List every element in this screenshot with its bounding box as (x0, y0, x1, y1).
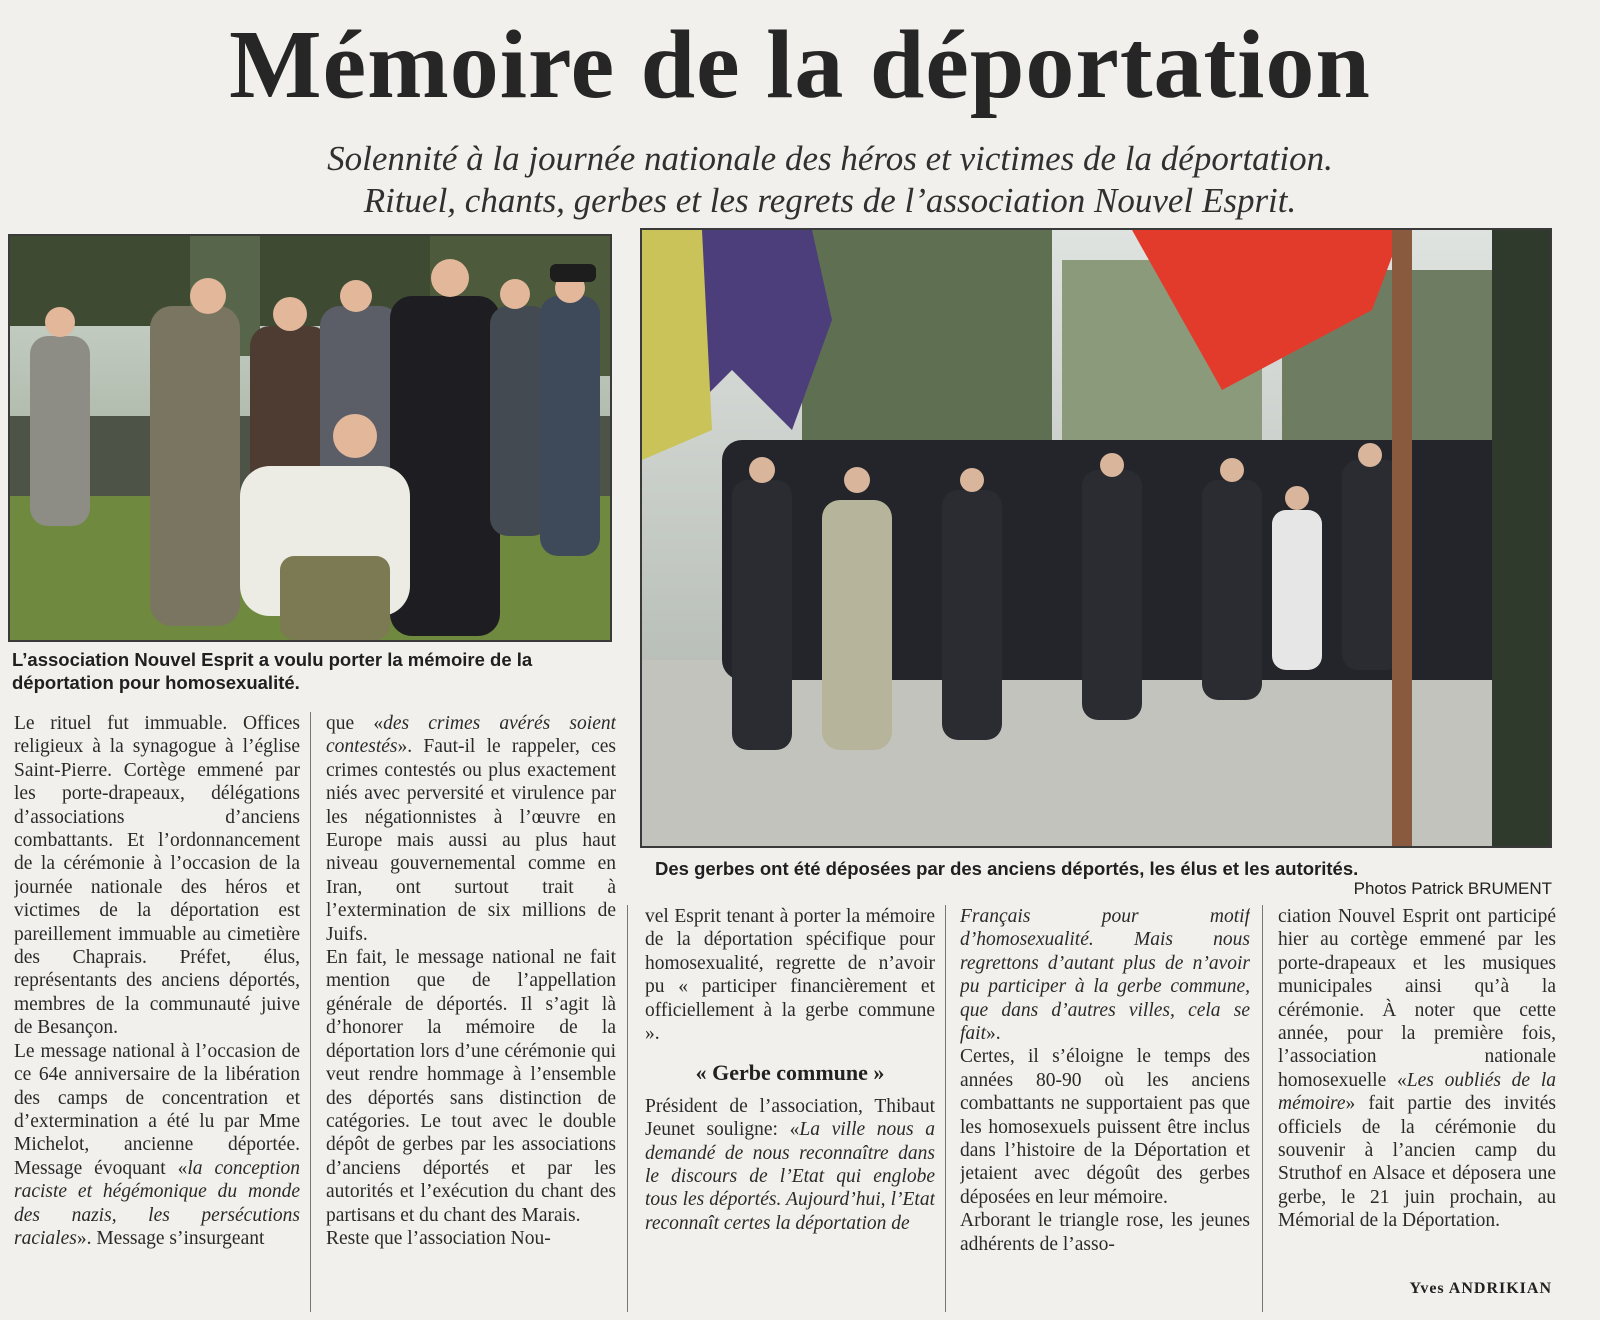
col1-paragraph-2: Le message national à l’occasion de ce 64e anniversaire de la libération des camps de concentration et d’extermination a été lu par Mme Michelot, ancienne déportée. Message évoquant «la conception raciste et hégémonique du monde des nazis, les persécutions raciales». Message s’insurgeant (14, 1040, 300, 1249)
deck-line-2: Rituel, chants, gerbes et les regrets de l’association Nouvel Esprit. (363, 181, 1297, 220)
headline: Mémoire de la déportation (229, 11, 1371, 119)
col2-paragraph-3: Reste que l’association Nou- (326, 1227, 551, 1249)
article-column-2 (326, 712, 616, 1312)
article-column-3 (645, 905, 935, 1312)
col4-quote: Français pour motif d’homosexualité. Mais nous regrettons d’autant plus de n’avoir pu participer à la gerbe commune, que dans d’autres villes, cela se fait (960, 906, 1250, 1045)
photo-right-caption: Des gerbes ont été déposées par des anciens déportés, les élus et les autorités. (655, 858, 1359, 879)
col2-paragraph-2: En fait, le message national ne fait mention que de l’appellation générale de déportés. Il s’agit là d’honorer la mémoire de la déportation lors d’une cérémonie qui veut rendre hommage à l’ensemble des déportés sans distinction de catégories. Le tout avec le double dépôt de gerbes par les associations d’anciens déportés et par les autorités et l’exécution du chant des partisans et du chant des Marais. (326, 947, 616, 1226)
col3-paragraph-1: vel Esprit tenant à porter la mémoire de la déportation spécifique pour homosexualité, regrette de n’avoir pu « participer financièrement et officiellement à la gerbe commune ». (645, 906, 935, 1045)
column-rule-4 (1262, 905, 1263, 1312)
byline: Yves ANDRIKIAN (1409, 1280, 1552, 1297)
photo-left-caption: L’association Nouvel Esprit a voulu porter la mémoire de la déportation pour homosexualité. (12, 649, 533, 693)
article-column-5 (1278, 905, 1556, 1260)
col3-paragraph-2: Président de l’association, Thibaut Jeunet souligne: «La ville nous a demandé de nous reconnaître dans le discours de l’Etat qui englobe tous les déportés. Aujourd’hui, l’Etat reconnaît certes la déportation de (645, 1095, 935, 1234)
col2-paragraph-1: que «des crimes avérés soient contestés». Faut-il le rappeler, ces crimes contestés ou plus exactement niés avec perversité et virulence par les négationnistes à l’œuvre en Europe mais aussi au plus haut niveau gouvernemental comme en Iran, ont surtout trait à l’extermination de six millions de Juifs. (326, 713, 616, 945)
col5-quote: Les oubliés de la mémoire (1278, 1069, 1556, 1115)
article-column-1 (14, 712, 300, 1312)
photo-right (640, 228, 1552, 848)
article-column-4 (960, 905, 1250, 1312)
photo-left (8, 234, 612, 642)
col4-paragraph-1: Français pour motif d’homosexualité. Mais nous regrettons d’autant plus de n’avoir pu participer à la gerbe commune, que dans d’autres villes, cela se fait». (960, 906, 1250, 1045)
column-rule-3 (945, 905, 946, 1312)
photo-left-image (10, 236, 610, 640)
photo-credit: Photos Patrick BRUMENT (1353, 879, 1552, 898)
deck-line-1: Solennité à la journée nationale des héros et victimes de la déportation. (327, 139, 1333, 178)
col4-paragraph-2: Certes, il s’éloigne le temps des années 80-90 où les anciens combattants ne supportaient pas que les homosexuels puissent être inclus dans l’histoire de la Déportation et jetaient avec dégoût des gerbes déposées en leur mémoire. (960, 1046, 1250, 1208)
col4-paragraph-3: Arborant le triangle rose, les jeunes adhérents de l’asso- (960, 1210, 1250, 1255)
col1-paragraph-1: Le rituel fut immuable. Offices religieux à la synagogue à l’église Saint-Pierre. Cortège emmené par les porte-drapeaux, délégations d’associations d’anciens combattants. Et l’ordonnancement de la cérémonie à l’occasion de la journée nationale des héros et victimes de la déportation est pareillement immuable au cimetière des Chaprais. Préfet, élus, représentants des anciens déportés, membres de la communauté juive de Besançon. (14, 713, 300, 1039)
crosshead: « Gerbe commune » (695, 1060, 885, 1086)
col1-quote: la conception raciste et hégémonique du monde des nazis, les persécutions raciales (14, 1157, 300, 1249)
column-rule-2 (627, 905, 628, 1312)
col3-quote: La ville nous a demandé de nous reconnaître dans le discours de l’Etat qui englobe tous les déportés. Aujourd’hui, l’Etat reconnaît certes la déportation de (645, 1119, 935, 1234)
column-rule-1 (310, 712, 311, 1312)
deck (90, 138, 1570, 222)
photo-right-image (642, 230, 1550, 846)
col2-quote: des crimes avérés soient contestés (326, 713, 616, 758)
col5-paragraph-1: ciation Nouvel Esprit ont participé hier au cortège emmené par les porte-drapeaux et les musiques municipales ainsi qu’à la cérémonie. À noter que cette année, pour la première fois, l’association nationale homosexuelle «Les oubliés de la mémoire» fait partie des invités officiels de la cérémonie du souvenir à l’ancien camp du Struthof en Alsace et déposera une gerbe, le 21 juin prochain, au Mémorial de la Déportation. (1278, 906, 1556, 1232)
